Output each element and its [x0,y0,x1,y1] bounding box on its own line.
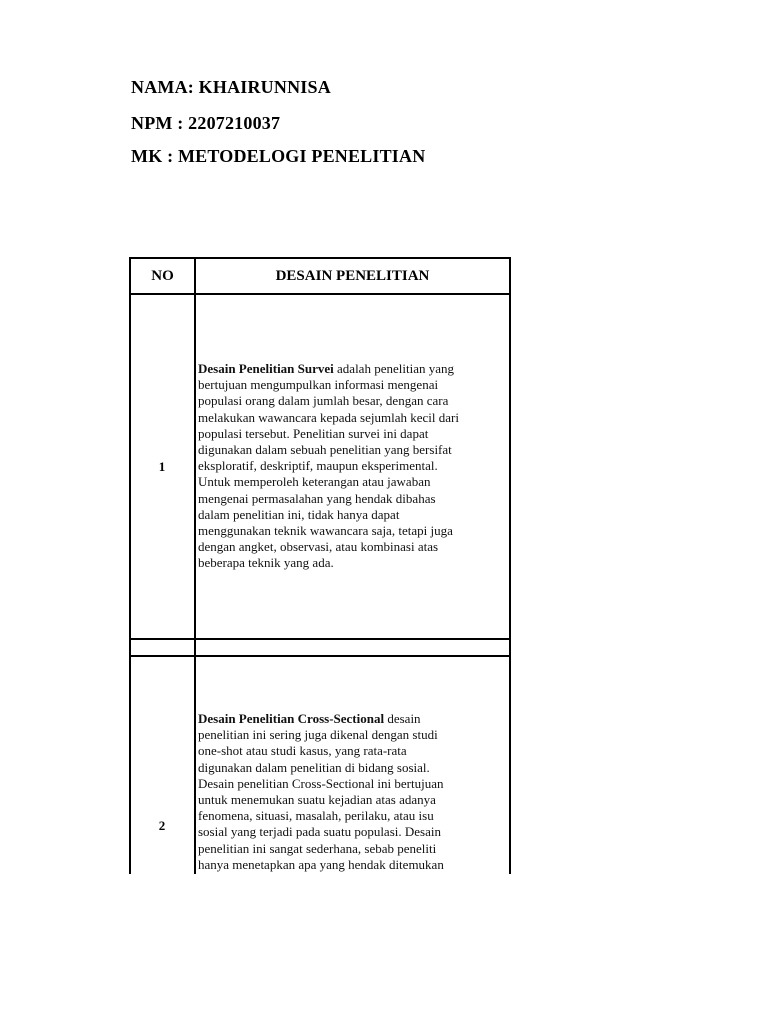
text-line: penelitian ini sering juga dikenal dengan studi [198,727,438,743]
text-line: dalam penelitian ini, tidak hanya dapat [198,506,400,522]
row-title: Desain Penelitian Cross-Sectional [198,711,385,726]
text-line: populasi tersebut. Penelitian survei ini dapat [198,425,429,441]
text-line: desain [384,711,421,726]
research-design-table [129,257,511,874]
table-header-divider [129,293,511,295]
text-line: one-shot atau studi kasus, yang rata-rata [198,743,407,759]
text-line: adalah penelitian yang [333,361,454,376]
text-line: mengenai permasalahan yang hendak dibahas [198,490,436,506]
row-description [198,711,508,873]
column-header-no: NO [151,268,174,284]
text-line: fenomena, situasi, masalah, perilaku, atau isu [198,808,434,824]
table-border-top [129,257,511,259]
text-line: sosial yang terjadi pada suatu populasi. Desain [198,824,441,840]
text-line: penelitian ini sangat sederhana, sebab peneliti [198,840,437,856]
text-line: Untuk memperoleh keterangan atau jawaban [198,474,431,490]
text-line: populasi orang dalam jumlah besar, dengan cara [198,393,449,409]
text-line: hanya menetapkan apa yang hendak ditemukan [198,856,444,872]
row-description [198,361,508,572]
text-line: eksploratif, deskriptif, maupun eksperimental. [198,458,438,474]
text-line: digunakan dalam sebuah penelitian yang bersifat [198,442,452,458]
header-npm: NPM : 2207210037 [131,113,281,133]
table-border-right [509,257,511,874]
text-line: dengan angket, observasi, atau kombinasi atas [198,539,439,555]
text-line: Desain penelitian Cross-Sectional ini bertujuan [198,775,444,791]
row-title: Desain Penelitian Survei [198,361,334,376]
column-header-design: DESAIN PENELITIAN [275,268,430,284]
table-border-left [129,257,131,874]
table-row-divider [129,638,511,640]
text-line: digunakan dalam penelitian di bidang sosial. [198,759,430,775]
table-column-divider [194,257,196,874]
table-row-divider [129,655,511,657]
text-line: bertujuan mengumpulkan informasi mengenai [198,377,439,393]
text-line: menggunakan teknik wawancara saja, tetapi juga [198,523,453,539]
header-name: NAMA: KHAIRUNNISA [131,77,331,97]
text-line: beberapa teknik yang ada. [198,555,334,571]
text-line: untuk menemukan suatu kejadian atas adanya [198,792,436,808]
text-line: melakukan wawancara kepada sejumlah kecil dari [198,409,459,425]
row-number: 2 [158,818,166,833]
header-course: MK : METODELOGI PENELITIAN [131,146,426,166]
row-number: 1 [158,459,166,474]
